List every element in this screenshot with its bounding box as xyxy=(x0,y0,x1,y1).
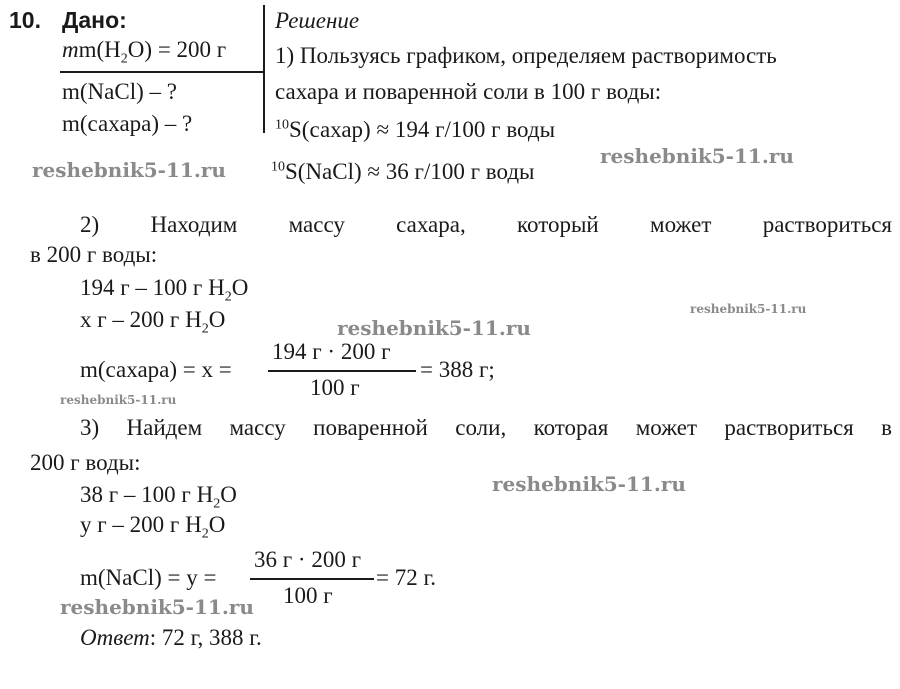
solubility-sugar: $^{10}$S(сахар) ≈ 194 г/100 г воды xyxy=(275,117,556,142)
sugar-fraction-bar xyxy=(268,370,416,372)
given-divider-vertical xyxy=(263,5,265,133)
step1-line2: сахара и поваренной соли в 100 г воды: xyxy=(275,79,662,104)
watermark-2: reshebnik5-11.ru xyxy=(600,144,794,168)
find-sugar: m(сахара) – ? xyxy=(62,111,193,136)
step3-line2: 200 г воды: xyxy=(30,450,141,475)
sugar-formula-denominator: 100 г xyxy=(310,375,360,400)
nacl-formula-result: = 72 г. xyxy=(376,565,437,590)
nacl-formula-denominator: 100 г xyxy=(283,583,333,608)
sugar-formula-numerator: 194 г · 200 г xyxy=(272,339,391,364)
watermark-6: reshebnik5-11.ru xyxy=(492,472,686,496)
solution-label: Решение xyxy=(275,8,360,33)
nacl-proportion-2: y г – 200 г $H_2O$ xyxy=(80,512,226,542)
nacl-formula-numerator: 36 г · 200 г xyxy=(254,547,362,572)
watermark-4: reshebnik5-11.ru xyxy=(690,302,807,316)
nacl-formula-lhs: m(NaCl) = y = xyxy=(80,565,217,590)
sugar-proportion-2: x г – 200 г $H_2O$ xyxy=(80,307,226,337)
step3-line1: 3) Найдем массу поваренной соли, которая может раствориться в xyxy=(80,415,892,440)
given-water-mass: $mm(H_2O) = 200$ г xyxy=(62,37,227,67)
given-label: Дано: xyxy=(62,7,127,33)
problem-number: 10. xyxy=(9,7,41,33)
watermark-5: reshebnik5-11.ru xyxy=(60,393,177,407)
sugar-formula-result: = 388 г; xyxy=(420,357,495,382)
step2-line1: 2) Находим массу сахара, который может раствориться xyxy=(80,212,892,237)
watermark-3: reshebnik5-11.ru xyxy=(337,316,531,340)
solubility-nacl: $^{10}$S(NaCl) ≈ 36 г/100 г воды xyxy=(271,159,535,184)
step2-line2: в 200 г воды: xyxy=(30,242,158,267)
find-nacl: m(NaCl) – ? xyxy=(62,79,177,104)
watermark-1: reshebnik5-11.ru xyxy=(32,158,226,182)
given-divider-horizontal xyxy=(60,71,264,73)
watermark-7: reshebnik5-11.ru xyxy=(60,595,254,619)
nacl-fraction-bar xyxy=(250,578,374,580)
sugar-formula-lhs: m(сахара) = x = xyxy=(80,357,232,382)
sugar-proportion-1: 194 г – 100 г $H_2O$ xyxy=(80,275,249,305)
nacl-proportion-1: 38 г – 100 г $H_2O$ xyxy=(80,482,237,512)
answer-line: Ответ: 72 г, 388 г. xyxy=(80,625,262,650)
step1-line1: 1) Пользуясь графиком, определяем растворимость xyxy=(275,43,777,68)
